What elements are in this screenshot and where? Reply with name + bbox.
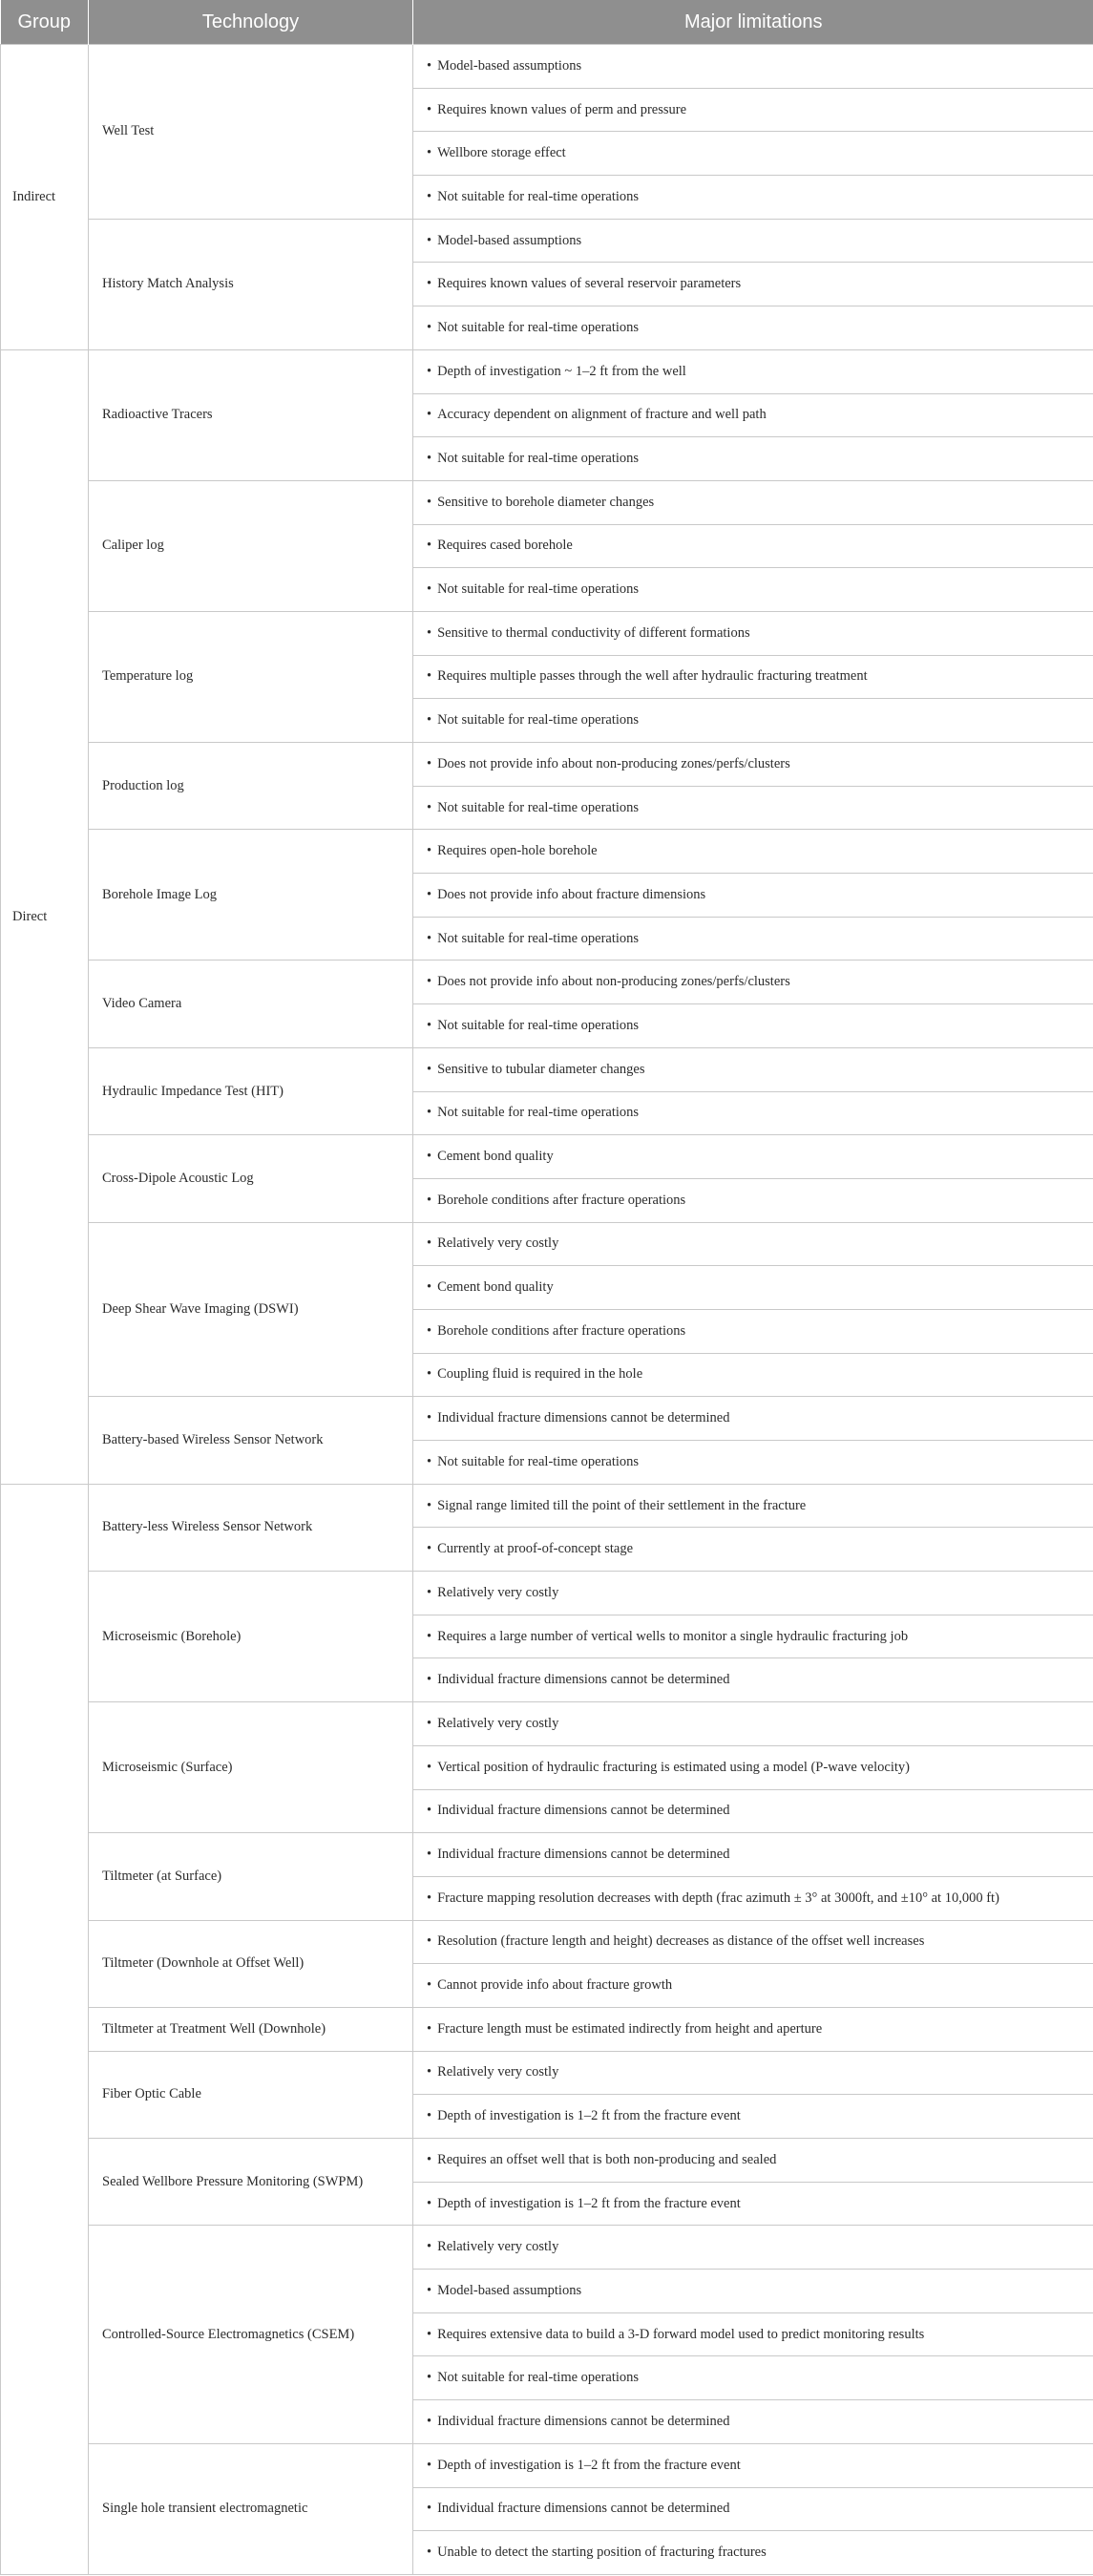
limitation-cell [413, 1572, 1093, 1615]
bullet-icon: • [427, 624, 432, 641]
limitation-text: Not suitable for real-time operations [437, 799, 640, 815]
bullet-icon: • [427, 1672, 432, 1688]
limitation-text: Sensitive to tubular diameter changes [437, 1061, 645, 1077]
limitation-cell [413, 1964, 1093, 2008]
table-row [1, 1397, 1093, 1441]
technology-cell: Fiber Optic Cable [89, 2051, 413, 2138]
bullet-icon: • [427, 1017, 432, 1033]
limitation-cell [413, 219, 1093, 263]
technology-cell: Tiltmeter (at Surface) [89, 1833, 413, 1920]
technology-cell: Deep Shear Wave Imaging (DSWI) [89, 1222, 413, 1397]
limitation-cell [413, 2487, 1093, 2531]
bullet-icon: • [427, 494, 432, 510]
technology-cell: Hydraulic Impedance Test (HIT) [89, 1047, 413, 1134]
limitation-cell [413, 2051, 1093, 2095]
bullet-icon: • [427, 2282, 432, 2298]
table-row [1, 1484, 1093, 1528]
limitation-text: Relatively very costly [437, 1235, 559, 1252]
technology-cell: Temperature log [89, 611, 413, 742]
table-row [1, 1572, 1093, 1615]
technology-cell: Radioactive Tracers [89, 349, 413, 480]
limitation-cell [413, 2270, 1093, 2313]
header-limitations: Major limitations [413, 0, 1093, 45]
bullet-icon: • [427, 1803, 432, 1819]
table-row [1, 961, 1093, 1004]
technology-cell: Microseismic (Borehole) [89, 1572, 413, 1702]
table-row [1, 1135, 1093, 1179]
bullet-icon: • [427, 1105, 432, 1121]
limitation-text: Relatively very costly [437, 2239, 559, 2255]
limitation-cell [413, 524, 1093, 568]
bullet-icon: • [427, 843, 432, 859]
bullet-icon: • [427, 145, 432, 161]
bullet-icon: • [427, 232, 432, 248]
limitation-text: Requires known values of perm and pressure [437, 101, 687, 117]
bullet-icon: • [427, 2195, 432, 2211]
limitation-text: Not suitable for real-time operations [437, 1453, 640, 1469]
limitation-cell [413, 1004, 1093, 1048]
limitation-cell [413, 961, 1093, 1004]
bullet-icon: • [427, 974, 432, 990]
bullet-icon: • [427, 2457, 432, 2473]
technology-cell: Well Test [89, 45, 413, 220]
group-cell [1, 1484, 89, 2574]
limitation-text: Requires a large number of vertical wells to monitor a single hydraulic fracturing job [437, 1628, 909, 1644]
limitation-text: Model-based assumptions [437, 2282, 582, 2298]
limitation-text: Fracture mapping resolution decreases with depth (frac azimuth ± 3° at 3000ft, and ±10° at 10,000 ft) [437, 1890, 999, 1906]
bullet-icon: • [427, 1541, 432, 1557]
limitation-text: Not suitable for real-time operations [437, 581, 640, 598]
bullet-icon: • [427, 930, 432, 946]
bullet-icon: • [427, 755, 432, 771]
technology-cell: Battery-less Wireless Sensor Network [89, 1484, 413, 1571]
limitation-cell [413, 1047, 1093, 1091]
limitation-text: Relatively very costly [437, 1715, 559, 1731]
limitation-cell [413, 2095, 1093, 2139]
technology-cell: Controlled-Source Electromagnetics (CSEM) [89, 2226, 413, 2443]
bullet-icon: • [427, 2151, 432, 2167]
bullet-icon: • [427, 57, 432, 74]
bullet-icon: • [427, 1890, 432, 1906]
table-row [1, 1920, 1093, 1964]
limitation-cell [413, 176, 1093, 220]
technology-cell: Microseismic (Surface) [89, 1702, 413, 1833]
limitation-cell [413, 699, 1093, 743]
bullet-icon: • [427, 2326, 432, 2342]
limitation-text: Coupling fluid is required in the hole [437, 1366, 643, 1383]
bullet-icon: • [427, 581, 432, 598]
limitation-cell [413, 2443, 1093, 2487]
table-row [1, 1702, 1093, 1746]
technology-cell: Production log [89, 743, 413, 830]
limitation-text: Borehole conditions after fracture operations [437, 1322, 686, 1339]
limitation-text: Not suitable for real-time operations [437, 1105, 640, 1121]
technology-cell: Tiltmeter at Treatment Well (Downhole) [89, 2007, 413, 2051]
table-row [1, 2139, 1093, 2183]
bullet-icon: • [427, 188, 432, 204]
limitation-cell [413, 1135, 1093, 1179]
limitation-text: Accuracy dependent on alignment of fracture and well path [437, 407, 767, 423]
table-row [1, 45, 1093, 89]
limitation-text: Fracture length must be estimated indirectly from height and aperture [437, 2020, 823, 2037]
table-body [1, 45, 1093, 2575]
table-row [1, 1222, 1093, 1266]
limitation-cell [413, 349, 1093, 393]
table-row [1, 1833, 1093, 1877]
limitation-text: Currently at proof-of-concept stage [437, 1541, 634, 1557]
limitation-cell [413, 917, 1093, 961]
bullet-icon: • [427, 799, 432, 815]
limitation-text: Cement bond quality [437, 1149, 554, 1165]
limitation-cell [413, 263, 1093, 306]
limitation-cell [413, 1789, 1093, 1833]
technology-cell: Video Camera [89, 961, 413, 1047]
bullet-icon: • [427, 319, 432, 335]
limitation-text: Not suitable for real-time operations [437, 2370, 640, 2386]
limitation-cell [413, 655, 1093, 699]
limitation-text: Relatively very costly [437, 1584, 559, 1600]
technology-cell: Single hole transient electromagnetic [89, 2443, 413, 2574]
limitation-cell [413, 1615, 1093, 1658]
bullet-icon: • [427, 668, 432, 685]
bullet-icon: • [427, 1977, 432, 1994]
limitation-cell [413, 393, 1093, 437]
limitation-cell [413, 2356, 1093, 2400]
bullet-icon: • [427, 1628, 432, 1644]
limitation-text: Relatively very costly [437, 2064, 559, 2080]
limitation-text: Depth of investigation is 1–2 ft from the fracture event [437, 2195, 741, 2211]
limitation-text: Requires an offset well that is both non-producing and sealed [437, 2151, 777, 2167]
bullet-icon: • [427, 1497, 432, 1513]
limitation-cell [413, 2312, 1093, 2356]
bullet-icon: • [427, 2108, 432, 2124]
limitation-text: Not suitable for real-time operations [437, 188, 640, 204]
bullet-icon: • [427, 407, 432, 423]
table-row [1, 743, 1093, 787]
limitation-cell [413, 1266, 1093, 1310]
limitation-text: Wellbore storage effect [437, 145, 566, 161]
limitation-text: Requires multiple passes through the well after hydraulic fracturing treatment [437, 668, 868, 685]
limitation-text: Not suitable for real-time operations [437, 1017, 640, 1033]
table-row [1, 2051, 1093, 2095]
technology-cell: Tiltmeter (Downhole at Offset Well) [89, 1920, 413, 2007]
bullet-icon: • [427, 363, 432, 379]
bullet-icon: • [427, 1149, 432, 1165]
bullet-icon: • [427, 2544, 432, 2561]
bullet-icon: • [427, 1279, 432, 1296]
limitation-text: Does not provide info about fracture dimensions [437, 886, 706, 902]
bullet-icon: • [427, 2064, 432, 2080]
limitation-text: Does not provide info about non-producing zones/perfs/clusters [437, 974, 790, 990]
limitation-cell [413, 1484, 1093, 1528]
bullet-icon: • [427, 1453, 432, 1469]
table-header [1, 0, 1093, 45]
limitation-cell [413, 2007, 1093, 2051]
limitation-text: Borehole conditions after fracture operations [437, 1192, 686, 1208]
limitation-text: Not suitable for real-time operations [437, 451, 640, 467]
limitation-text: Resolution (fracture length and height) decreases as distance of the offset well increases [437, 1933, 925, 1950]
table-row [1, 349, 1093, 393]
limitation-cell [413, 2531, 1093, 2575]
table-row [1, 2007, 1093, 2051]
limitation-cell [413, 1353, 1093, 1397]
bullet-icon: • [427, 1715, 432, 1731]
limitation-cell [413, 568, 1093, 612]
bullet-icon: • [427, 2413, 432, 2429]
limitation-text: Signal range limited till the point of their settlement in the fracture [437, 1497, 807, 1513]
bullet-icon: • [427, 1410, 432, 1426]
limitation-cell [413, 611, 1093, 655]
limitation-text: Sensitive to thermal conductivity of different formations [437, 624, 750, 641]
limitation-cell [413, 1091, 1093, 1135]
limitation-cell [413, 1397, 1093, 1441]
limitation-cell [413, 1178, 1093, 1222]
limitation-text: Individual fracture dimensions cannot be determined [437, 1672, 730, 1688]
limitation-cell [413, 437, 1093, 481]
limitation-text: Depth of investigation is 1–2 ft from the fracture event [437, 2457, 741, 2473]
limitation-cell [413, 1309, 1093, 1353]
limitation-text: Individual fracture dimensions cannot be determined [437, 1803, 730, 1819]
table-row [1, 1047, 1093, 1091]
bullet-icon: • [427, 2501, 432, 2517]
limitation-text: Cement bond quality [437, 1279, 554, 1296]
bullet-icon: • [427, 276, 432, 292]
limitation-text: Requires open-hole borehole [437, 843, 598, 859]
limitation-cell [413, 1833, 1093, 1877]
limitation-text: Not suitable for real-time operations [437, 930, 640, 946]
bullet-icon: • [427, 1366, 432, 1383]
header-group: Group [1, 0, 89, 45]
bullet-icon: • [427, 1061, 432, 1077]
limitation-cell [413, 1222, 1093, 1266]
header-technology: Technology [89, 0, 413, 45]
bullet-icon: • [427, 2020, 432, 2037]
limitation-cell [413, 1745, 1093, 1789]
limitation-cell [413, 743, 1093, 787]
limitation-cell [413, 45, 1093, 89]
bullet-icon: • [427, 2370, 432, 2386]
bullet-icon: • [427, 538, 432, 554]
table-row [1, 830, 1093, 874]
limitation-cell [413, 1441, 1093, 1485]
limitation-cell [413, 132, 1093, 176]
bullet-icon: • [427, 1192, 432, 1208]
limitation-cell [413, 2182, 1093, 2226]
bullet-icon: • [427, 451, 432, 467]
limitation-cell [413, 306, 1093, 350]
limitation-text: Sensitive to borehole diameter changes [437, 494, 655, 510]
bullet-icon: • [427, 101, 432, 117]
limitation-text: Unable to detect the starting position of fracturing fractures [437, 2544, 767, 2561]
table-row [1, 2443, 1093, 2487]
bullet-icon: • [427, 1322, 432, 1339]
limitation-text: Does not provide info about non-producing zones/perfs/clusters [437, 755, 790, 771]
limitation-cell [413, 1702, 1093, 1746]
technology-cell: Borehole Image Log [89, 830, 413, 961]
bullet-icon: • [427, 1759, 432, 1775]
limitation-cell [413, 786, 1093, 830]
group-cell: Direct [1, 349, 89, 1484]
header-row [1, 0, 1093, 45]
limitation-text: Not suitable for real-time operations [437, 319, 640, 335]
limitation-text: Requires known values of several reservoir parameters [437, 276, 742, 292]
limitation-text: Individual fracture dimensions cannot be determined [437, 2413, 730, 2429]
limitation-cell [413, 2400, 1093, 2444]
bullet-icon: • [427, 1847, 432, 1863]
limitation-cell [413, 480, 1093, 524]
technology-cell: Battery-based Wireless Sensor Network [89, 1397, 413, 1484]
bullet-icon: • [427, 1235, 432, 1252]
limitation-text: Vertical position of hydraulic fracturing is estimated using a model (P-wave velocity) [437, 1759, 910, 1775]
limitation-cell [413, 1528, 1093, 1572]
bullet-icon: • [427, 712, 432, 728]
limitation-cell [413, 874, 1093, 918]
limitation-text: Depth of investigation is 1–2 ft from the fracture event [437, 2108, 741, 2124]
limitation-text: Model-based assumptions [437, 57, 582, 74]
limitation-text: Requires cased borehole [437, 538, 573, 554]
limitation-text: Depth of investigation ~ 1–2 ft from the well [437, 363, 686, 379]
limitation-cell [413, 88, 1093, 132]
limitation-text: Individual fracture dimensions cannot be determined [437, 1410, 730, 1426]
limitation-text: Individual fracture dimensions cannot be determined [437, 2501, 730, 2517]
bullet-icon: • [427, 1933, 432, 1950]
limitation-cell [413, 2139, 1093, 2183]
bullet-icon: • [427, 2239, 432, 2255]
limitation-text: Requires extensive data to build a 3-D forward model used to predict monitoring results [437, 2326, 925, 2342]
bullet-icon: • [427, 886, 432, 902]
table-row [1, 219, 1093, 263]
limitation-cell [413, 1920, 1093, 1964]
limitation-text: Individual fracture dimensions cannot be determined [437, 1847, 730, 1863]
limitation-cell [413, 830, 1093, 874]
table-row [1, 2226, 1093, 2270]
technology-cell: Sealed Wellbore Pressure Monitoring (SWPM) [89, 2139, 413, 2226]
limitation-text: Not suitable for real-time operations [437, 712, 640, 728]
technology-cell: History Match Analysis [89, 219, 413, 349]
limitation-cell [413, 2226, 1093, 2270]
bullet-icon: • [427, 1584, 432, 1600]
technology-cell: Caliper log [89, 480, 413, 611]
table-row [1, 480, 1093, 524]
group-cell: Indirect [1, 45, 89, 350]
technology-cell: Cross-Dipole Acoustic Log [89, 1135, 413, 1222]
limitation-text: Cannot provide info about fracture growth [437, 1977, 673, 1994]
table-row [1, 611, 1093, 655]
limitation-cell [413, 1876, 1093, 1920]
limitation-cell [413, 1658, 1093, 1702]
limitation-text: Model-based assumptions [437, 232, 582, 248]
